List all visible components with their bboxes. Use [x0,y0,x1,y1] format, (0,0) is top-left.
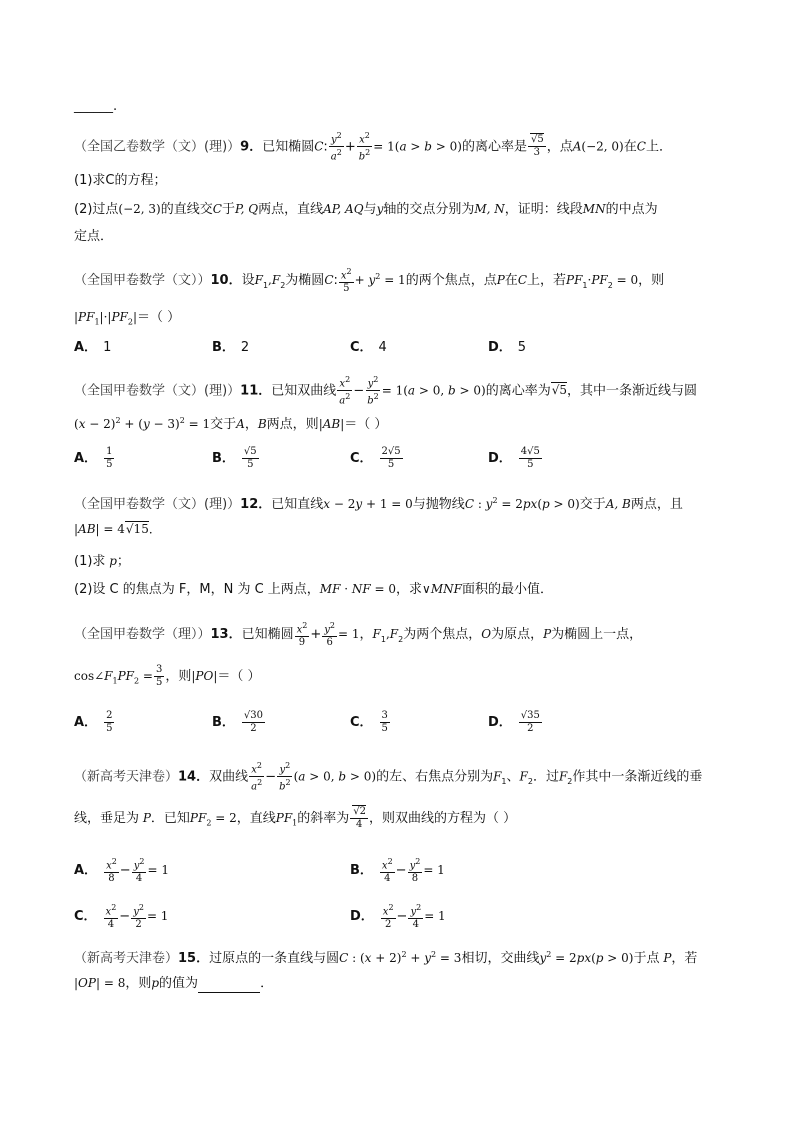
q9-text: 的中点为 [605,202,658,217]
question-13-number: 13． [210,627,242,643]
q9-text: 的离心率是 [461,139,527,155]
q9-text: 轴的交点分别为 [383,202,475,217]
q11-text: 交于 [210,417,237,432]
q9-text: 于 [221,202,235,217]
question-14-option-c[interactable]: C． $\frac{x^2}{4}$ − $\frac{y^2}{2}$ = 1 [74,903,169,931]
q10-text: 设 [241,273,255,289]
q12-text: 已知直线 [271,497,324,512]
q14-text: ．过 [532,769,559,785]
question-10-option-d[interactable]: D． 5 [488,340,527,355]
question-9-stem: （全国乙卷数学（文）(理)）9．已知椭圆C: $\frac{y^2}{a^2}$ + $\frac{x^2}{b^2}$ = 1(a > b > 0)的离心率是 $\frac{√5}{3}$ ，点A(−2, 0)在C上． [74,131,672,163]
q10-text: ，则 [638,273,665,289]
question-13-stem: （全国甲卷数学（理））13．已知椭圆 $\frac{x^2}{9}$ + $\frac{y^2}{6}$ = 1，$F_1,F_2$为两个焦点，O为原点，P为椭圆上一点， [74,621,643,649]
q14-text: 的斜率为 [297,811,350,826]
q11-text: 两点，则 [266,417,319,432]
q15-text: 于点 [633,951,660,966]
q12-text: (2)设 C 的焦点为 F，M，N 为 C 上两点， [74,582,320,597]
q9-text: 与 [363,202,377,217]
question-11-option-d[interactable]: D． $\frac{4√5}{5}$ [488,446,540,470]
q12-text: 交于 [579,497,606,512]
q9-text: 已知椭圆 [262,139,315,155]
q13-text: 为椭圆上一点， [551,627,643,643]
q12-text: 两点，且 [630,497,683,512]
question-11-option-b[interactable]: B． $\frac{√5}{5}$ [212,446,257,470]
q13-text: 为两个焦点， [403,627,482,643]
q13-text: ＝（ ） [217,669,261,684]
q9-text: ，证明：线段 [504,202,583,217]
question-9-part-2: (2)过点(−2, 3)的直线交C于P, Q两点，直线AP, AQ与y轴的交点分别为M, N，证明：线段MN的中点为 [74,202,658,217]
q15-text: ，若 [671,951,698,966]
question-14-source: （新高考天津卷） [74,769,179,785]
q14-text: ，直线 [236,811,276,826]
q10-text: 上，若 [527,273,567,289]
q12-text: ，求 [396,582,423,597]
question-11-stem: （全国甲卷数学（文）(理)）11．已知双曲线 $\frac{x^2}{a^2}$ − $\frac{y^2}{b^2}$ = 1(a > 0, b > 0)的离心率为√5，其中一条渐近线与圆 [74,375,698,407]
question-11-stem-cont: $(x - 2)^2 + (y - 3)^2 = 1$交于A，B两点，则|AB|＝（ ） [74,416,388,432]
question-14-stem-cont: 线，垂足为 P．已知$PF_2 = 2$，直线$PF_1$的斜率为 $\frac{√2}{4}$ ，则双曲线的方程为（ ） [74,806,517,830]
q12-text: (1)求 [74,554,106,569]
question-13-option-c[interactable]: C． $\frac{3}{5}$ [350,710,388,734]
q9-text: 在 [623,139,637,155]
question-9-part-1: (1)求C的方程； [74,173,167,188]
question-13-option-b[interactable]: B． $\frac{√30}{2}$ [212,710,264,734]
q12-text: 面积的最小值． [461,582,553,597]
q13-text: 为原点， [491,627,544,643]
question-10-option-c[interactable]: C． 4 [350,340,387,355]
q14-text: 的左、右焦点分别为 [376,769,494,785]
question-14-option-a[interactable]: A． $\frac{x^2}{8}$ − $\frac{y^2}{4}$ = 1 [74,857,169,885]
question-15-source: （新高考天津卷） [74,951,179,966]
question-10-option-b[interactable]: B． 2 [212,340,250,355]
question-12-number: 12． [240,497,272,512]
q15-text: ． [260,976,274,991]
question-15-number: 15． [178,951,210,966]
question-12-stem-cont: |AB| = 4√15． [74,522,161,536]
q9-text: 上． [645,139,672,155]
q15-text: 过原点的一条直线与圆 [209,951,340,966]
question-14-number: 14． [178,769,210,785]
q15-text: 的值为 [159,976,199,991]
question-14-stem: （新高考天津卷）14．双曲线 $\frac{x^2}{a^2}$ − $\frac{y^2}{b^2}$ (a > 0, b > 0)的左、右焦点分别为$F_1$、$F_2$．过$F_2$作其中一条渐近线的垂 [74,761,703,793]
question-11-option-a[interactable]: A． $\frac{1}{5}$ [74,446,113,470]
q15-text: ，则 [125,976,152,991]
q11-text: ＝（ ） [344,417,388,432]
q13-text: 已知椭圆 [241,627,294,643]
question-10-option-a[interactable]: A． 1 [74,340,112,355]
question-12-part-2: (2)设 C 的焦点为 F，M，N 为 C 上两点，MF · NF = 0，求∨MNF面积的最小值． [74,582,553,597]
q12-text: 与抛物线 [412,497,465,512]
question-15-answer-blank[interactable] [198,980,260,993]
top-answer-blank: ______. [74,99,118,114]
q15-text: 相切，交曲线 [461,951,540,966]
question-12-stem: （全国甲卷数学（文）(理)）12．已知直线x − 2y + 1 = 0与抛物线C : $y^2 = 2px(p > 0)$交于A, B两点，且 [74,496,683,512]
question-12-source: （全国甲卷数学（文）(理)） [74,497,241,512]
question-13-option-d[interactable]: D． $\frac{√35}{2}$ [488,710,540,734]
question-12-part-1: (1)求 p； [74,554,130,569]
question-9-part-2-end: 定点． [74,229,114,244]
question-10-number: 10． [210,273,242,289]
question-10-source: （全国甲卷数学（文）） [74,273,211,289]
question-11-number: 11． [240,383,272,399]
question-14-option-b[interactable]: B． $\frac{x^2}{4}$ − $\frac{y^2}{8}$ = 1 [350,857,445,885]
question-15-stem-cont: |OP| = 8，则p的值为 ． [74,976,274,991]
q13-text: ， [359,627,373,643]
q14-text: ．已知 [150,811,190,826]
q12-text: ； [116,554,130,569]
question-14-option-d[interactable]: D． $\frac{x^2}{2}$ − $\frac{y^2}{4}$ = 1 [350,903,446,931]
question-9-source: （全国乙卷数学（文）(理)） [74,139,241,155]
q9-text: 的直线交 [160,202,213,217]
q10-text: 为椭圆 [285,273,325,289]
q9-text: (2)过点 [74,202,119,217]
q9-text: ，点 [546,139,573,155]
q14-text: ，则双曲线的方程为（ ） [369,811,517,826]
q9-text: 两点，直线 [258,202,324,217]
q10-text: ＝（ ） [137,310,181,325]
q14-text: 作其中一条渐近线的垂 [572,769,703,785]
question-9-number: 9． [240,139,263,155]
question-11-source: （全国甲卷数学（文）(理)） [74,383,241,399]
q14-text: 双曲线 [209,769,249,785]
question-13-option-a[interactable]: A． $\frac{2}{5}$ [74,710,113,734]
question-10-stem-cont: $|PF_1|\cdot|PF_2|=$（ ） [74,310,181,327]
q13-text: ，则 [165,669,192,684]
q11-text: 已知双曲线 [271,383,337,399]
q10-text: 的两个焦点，点 [405,273,497,289]
q10-text: 在 [504,273,518,289]
question-13-stem-cont: $\cos\angle F_1PF_2$ = $\frac{3}{5}$ ，则|PO|＝（ ） [74,664,261,688]
question-15-stem: （新高考天津卷）15．过原点的一条直线与圆C : $(x + 2)^2 + y^2 = 3$相切，交曲线$y^2 = 2px(p > 0)$于点 P，若 [74,950,698,966]
q14-text: 线，垂足为 [74,811,140,826]
q11-text: ，其中一条渐近线与圆 [567,383,698,399]
question-11-option-c[interactable]: C． $\frac{2√5}{5}$ [350,446,401,470]
question-10-stem: （全国甲卷数学（文））10．设$F_1,F_2$为椭圆C: $\frac{x^2}{5}$ + $y^2 = 1$的两个焦点，点P在C上，若$PF_1\cdot PF_2 = 0$，则 [74,267,665,295]
question-13-source: （全国甲卷数学（理）） [74,627,211,643]
q11-text: 的离心率为 [485,383,551,399]
